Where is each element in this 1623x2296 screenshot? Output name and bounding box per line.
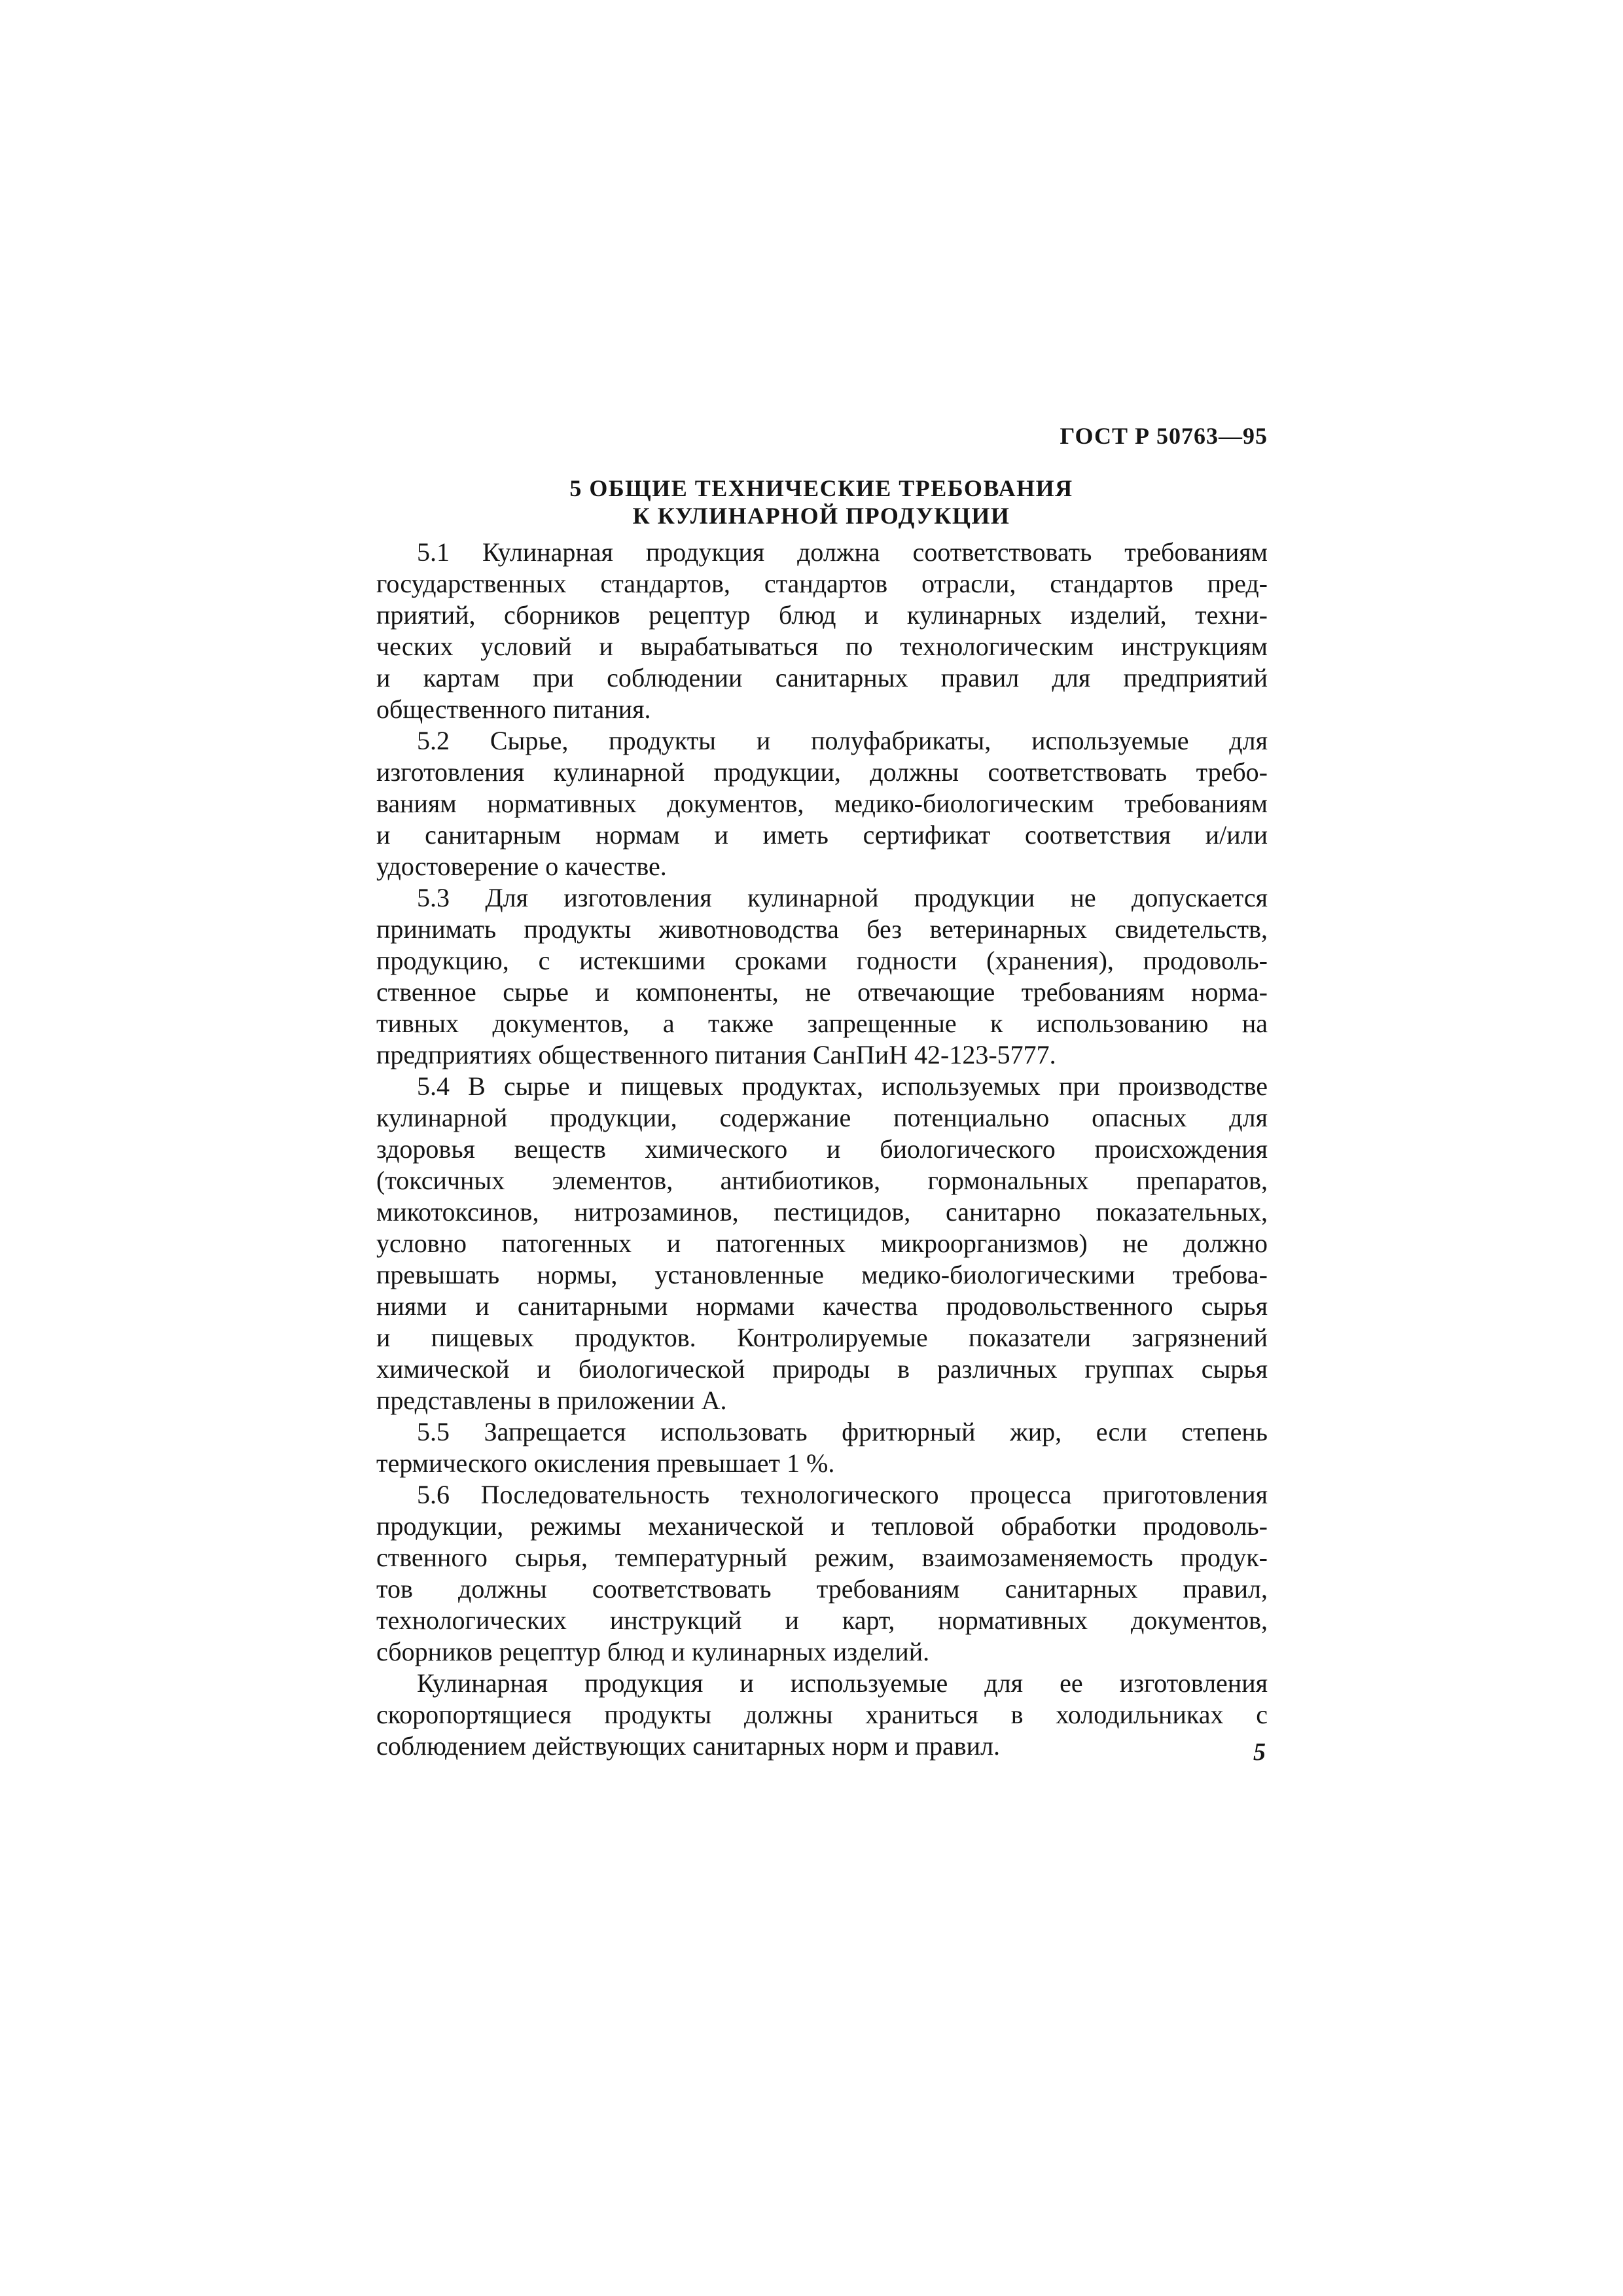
paragraph-line: общественного питания. (376, 694, 651, 724)
paragraph-5-3 (376, 882, 1268, 1071)
paragraph-line: ственное сырье и компоненты, не отвечающие требованиям норма- (376, 977, 1268, 1007)
paragraph-line: тов должны соответствовать требованиям санитарных правил, (376, 1574, 1268, 1604)
paragraph-line: продукции, режимы механической и тепловой обработки продоволь- (376, 1511, 1268, 1541)
paragraph-line: принимать продукты животноводства без ветеринарных свидетельств, (376, 914, 1268, 944)
paragraph-line: ваниям нормативных документов, медико-биологическим требованиям (376, 789, 1268, 818)
paragraph-5-6 (376, 1479, 1268, 1668)
paragraph-5-1 (376, 537, 1268, 725)
document-code: ГОСТ Р 50763—95 (1060, 423, 1268, 449)
paragraph-5-5 (376, 1416, 1268, 1479)
paragraph-5-4 (376, 1071, 1268, 1416)
paragraph-line: тивных документов, а также запрещенные к использованию на (376, 1009, 1268, 1038)
section-title-line: К КУЛИНАРНОЙ ПРОДУКЦИИ (632, 503, 1010, 529)
paragraph-5-2 (376, 725, 1268, 882)
paragraph-line: и картам при соблюдении санитарных правил для предприятий (376, 663, 1268, 692)
paragraph-line: продукцию, с истекшими сроками годности (хранения), продоволь- (376, 946, 1268, 975)
paragraph-line: представлены в приложении А. (376, 1386, 727, 1415)
section-title-line: 5 ОБЩИЕ ТЕХНИЧЕСКИЕ ТРЕБОВАНИЯ (569, 475, 1073, 501)
paragraph-line: 5.2 Сырье, продукты и полуфабрикаты, используемые для (417, 726, 1268, 755)
paragraph-line: (токсичных элементов, антибиотиков, гормональных препаратов, (376, 1166, 1268, 1195)
paragraph-line: государственных стандартов, стандартов отрасли, стандартов пред- (376, 569, 1268, 598)
page-number: 5 (1253, 1738, 1266, 1766)
paragraph-storage (376, 1668, 1268, 1762)
paragraph-line: условно патогенных и патогенных микроорганизмов) не должно (376, 1229, 1268, 1258)
paragraph-line: скоропортящиеся продукты должны храниться в холодильниках с (376, 1700, 1268, 1729)
section-title (376, 475, 1266, 529)
paragraph-line: 5.6 Последовательность технологического процесса приготовления (417, 1480, 1268, 1509)
paragraph-line: химической и биологической природы в различных группах сырья (376, 1354, 1268, 1384)
paragraph-line: изготовления кулинарной продукции, должны соответствовать требо- (376, 757, 1268, 787)
paragraph-line: кулинарной продукции, содержание потенциально опасных для (376, 1103, 1268, 1132)
paragraph-line: соблюдением действующих санитарных норм и правил. (376, 1731, 1001, 1761)
paragraph-line: Кулинарная продукция и используемые для ее изготовления (417, 1668, 1268, 1698)
paragraph-line: 5.3 Для изготовления кулинарной продукции не допускается (417, 883, 1268, 912)
paragraph-line: технологических инструкций и карт, нормативных документов, (376, 1605, 1268, 1635)
paragraph-line: микотоксинов, нитрозаминов, пестицидов, санитарно показательных, (376, 1197, 1268, 1227)
paragraph-line: ческих условий и вырабатываться по технологическим инструкциям (376, 632, 1268, 661)
paragraph-line: термического окисления превышает 1 %. (376, 1448, 835, 1478)
paragraph-line: удостоверение о качестве. (376, 852, 667, 881)
paragraph-line: предприятиях общественного питания СанПиН 42-123-5777. (376, 1040, 1056, 1069)
paragraph-line: сборников рецептур блюд и кулинарных изделий. (376, 1637, 930, 1666)
paragraph-line: превышать нормы, установленные медико-биологическими требова- (376, 1260, 1268, 1289)
paragraph-line: и санитарным нормам и иметь сертификат соответствия и/или (376, 820, 1268, 850)
paragraph-line: ниями и санитарными нормами качества продовольственного сырья (376, 1291, 1268, 1321)
paragraph-line: ственного сырья, температурный режим, взаимозаменяемость продук- (376, 1543, 1268, 1572)
paragraph-line: 5.5 Запрещается использовать фритюрный жир, если степень (417, 1417, 1268, 1446)
paragraph-line: и пищевых продуктов. Контролируемые показатели загрязнений (376, 1323, 1268, 1352)
paragraph-line: 5.1 Кулинарная продукция должна соответствовать требованиям (417, 537, 1268, 567)
paragraph-line: здоровья веществ химического и биологического происхождения (376, 1134, 1268, 1164)
body-text (376, 537, 1268, 1762)
paragraph-line: 5.4 В сырье и пищевых продуктах, используемых при производстве (417, 1071, 1268, 1101)
paragraph-line: приятий, сборников рецептур блюд и кулинарных изделий, техни- (376, 600, 1268, 630)
